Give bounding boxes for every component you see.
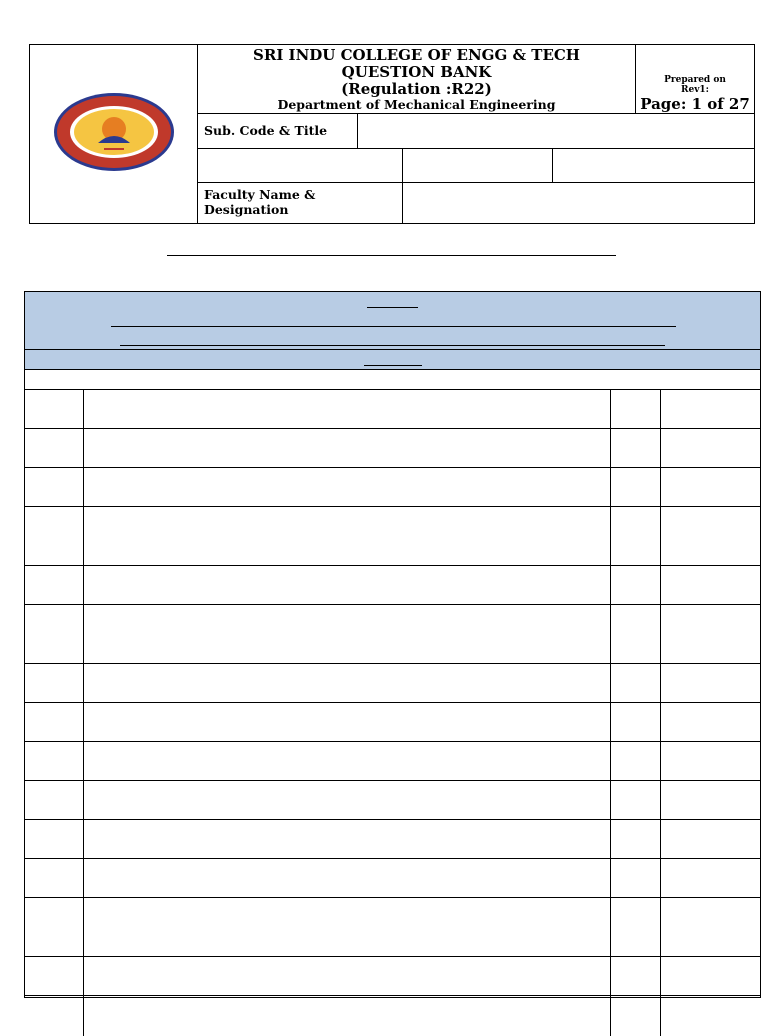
bloom-level-cell[interactable] — [661, 566, 760, 604]
college-name: SRI INDU COLLEGE OF ENGG & TECH — [253, 46, 580, 64]
marks-cell[interactable] — [611, 742, 661, 780]
info-cell-2[interactable] — [403, 149, 553, 183]
question-row — [25, 664, 760, 703]
header-box — [29, 44, 755, 224]
question-row — [25, 781, 760, 820]
question-text-cell[interactable] — [84, 742, 611, 780]
unit-name-line — [111, 326, 676, 327]
unit-title-line — [367, 307, 418, 308]
marks-cell[interactable] — [611, 390, 661, 428]
bloom-level-cell[interactable] — [661, 664, 760, 702]
question-text-cell[interactable] — [84, 566, 611, 604]
regulation: (Regulation :R22) — [341, 80, 492, 98]
sub-code-value-cell[interactable] — [358, 114, 754, 149]
question-number-cell[interactable] — [25, 390, 84, 428]
question-row — [25, 566, 760, 605]
question-number-cell[interactable] — [25, 468, 84, 506]
unit-topics-line — [120, 345, 665, 346]
subject-title-line — [167, 255, 616, 256]
marks-cell[interactable] — [611, 859, 661, 897]
marks-cell[interactable] — [611, 957, 661, 995]
marks-cell[interactable] — [611, 781, 661, 819]
prepared-on: Prepared on — [664, 75, 726, 85]
question-number-cell[interactable] — [25, 664, 84, 702]
question-number-cell[interactable] — [25, 898, 84, 956]
department: Department of Mechanical Engineering — [277, 97, 556, 112]
bloom-level-cell[interactable] — [661, 390, 760, 428]
question-number-cell[interactable] — [25, 507, 84, 565]
question-row — [25, 429, 760, 468]
question-row — [25, 703, 760, 742]
question-row — [25, 468, 760, 507]
marks-cell[interactable] — [611, 898, 661, 956]
question-text-cell[interactable] — [84, 605, 611, 663]
marks-cell[interactable] — [611, 468, 661, 506]
question-text-cell[interactable] — [84, 664, 611, 702]
college-logo — [52, 91, 176, 173]
question-number-cell[interactable] — [25, 742, 84, 780]
question-row — [25, 859, 760, 898]
question-row — [25, 996, 760, 1036]
part-title-line — [364, 365, 422, 366]
question-text-cell[interactable] — [84, 468, 611, 506]
marks-cell[interactable] — [611, 664, 661, 702]
unit-header-band — [25, 292, 760, 350]
question-text-cell[interactable] — [84, 859, 611, 897]
marks-cell[interactable] — [611, 703, 661, 741]
question-number-cell[interactable] — [25, 957, 84, 995]
blank-row — [25, 370, 760, 390]
bloom-level-cell[interactable] — [661, 507, 760, 565]
question-text-cell[interactable] — [84, 957, 611, 995]
marks-cell[interactable] — [611, 605, 661, 663]
question-text-cell[interactable] — [84, 898, 611, 956]
question-row — [25, 820, 760, 859]
question-text-cell[interactable] — [84, 820, 611, 858]
question-row — [25, 605, 760, 664]
question-row — [25, 742, 760, 781]
question-number-cell[interactable] — [25, 429, 84, 467]
sub-code-label: Sub. Code & Title — [204, 123, 328, 138]
question-text-cell[interactable] — [84, 996, 611, 1036]
bloom-level-cell[interactable] — [661, 429, 760, 467]
bloom-level-cell[interactable] — [661, 898, 760, 956]
bloom-level-cell[interactable] — [661, 605, 760, 663]
bloom-level-cell[interactable] — [661, 859, 760, 897]
marks-cell[interactable] — [611, 507, 661, 565]
question-table — [24, 291, 761, 998]
bloom-level-cell[interactable] — [661, 742, 760, 780]
marks-cell[interactable] — [611, 820, 661, 858]
question-row — [25, 898, 760, 957]
bloom-level-cell[interactable] — [661, 781, 760, 819]
sub-code-label-cell — [198, 114, 358, 149]
page-cell — [636, 45, 754, 114]
question-number-cell[interactable] — [25, 566, 84, 604]
question-text-cell[interactable] — [84, 429, 611, 467]
faculty-label-line1: Faculty Name & — [204, 187, 316, 202]
bloom-level-cell[interactable] — [661, 996, 760, 1036]
question-number-cell[interactable] — [25, 996, 84, 1036]
rev: Rev1: — [680, 85, 710, 95]
question-number-cell[interactable] — [25, 703, 84, 741]
question-number-cell[interactable] — [25, 605, 84, 663]
question-text-cell[interactable] — [84, 390, 611, 428]
question-number-cell[interactable] — [25, 859, 84, 897]
question-text-cell[interactable] — [84, 703, 611, 741]
bloom-level-cell[interactable] — [661, 820, 760, 858]
page-number: Page: 1 of 27 — [640, 95, 750, 113]
marks-cell[interactable] — [611, 566, 661, 604]
faculty-label-cell — [198, 183, 403, 223]
info-cell-1[interactable] — [198, 149, 403, 183]
part-header-band — [25, 350, 760, 370]
question-rows — [25, 390, 760, 997]
question-row — [25, 507, 760, 566]
question-number-cell[interactable] — [25, 820, 84, 858]
question-number-cell[interactable] — [25, 781, 84, 819]
title-cell — [198, 45, 636, 114]
info-cell-3[interactable] — [553, 149, 754, 183]
faculty-value-cell[interactable] — [403, 183, 754, 223]
question-row — [25, 957, 760, 996]
logo-cell — [30, 45, 198, 223]
question-row — [25, 390, 760, 429]
marks-cell[interactable] — [611, 996, 661, 1036]
question-text-cell[interactable] — [84, 781, 611, 819]
bloom-level-cell[interactable] — [661, 468, 760, 506]
doc-type: QUESTION BANK — [341, 63, 492, 81]
marks-cell[interactable] — [611, 429, 661, 467]
bloom-level-cell[interactable] — [661, 957, 760, 995]
bloom-level-cell[interactable] — [661, 703, 760, 741]
faculty-label-line2: Designation — [204, 202, 289, 217]
question-text-cell[interactable] — [84, 507, 611, 565]
